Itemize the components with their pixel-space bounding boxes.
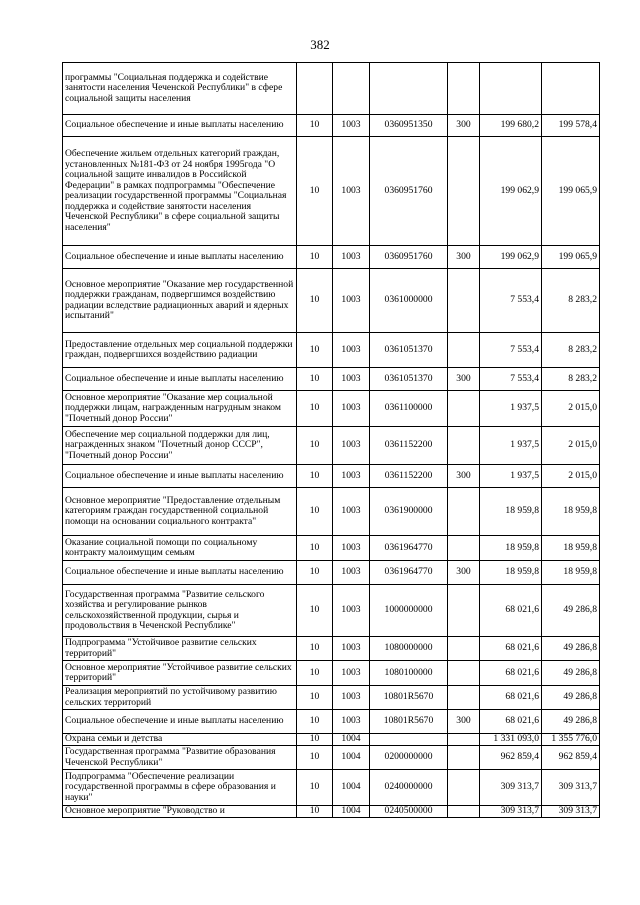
cell-amount-year-1: 962 859,4 bbox=[480, 746, 542, 770]
table-row bbox=[63, 246, 600, 269]
cell-amount-year-1: 1 331 093,0 bbox=[480, 734, 542, 746]
table-row bbox=[63, 806, 600, 818]
cell-amount-year-1: 68 021,6 bbox=[480, 686, 542, 710]
table-row bbox=[63, 465, 600, 488]
cell-amount-year-1: 7 553,4 bbox=[480, 368, 542, 391]
table-row bbox=[63, 115, 600, 137]
table-row bbox=[63, 637, 600, 661]
cell-amount-year-2: 199 065,9 bbox=[542, 137, 600, 246]
cell-section: 10 bbox=[297, 427, 333, 465]
cell-section: 10 bbox=[297, 536, 333, 561]
cell-subsection: 1003 bbox=[333, 137, 370, 246]
cell-name: Предоставление отдельных мер социальной поддержки граждан, подвергшихся воздействию радиации bbox=[63, 333, 297, 368]
cell-section bbox=[297, 63, 333, 115]
cell-section: 10 bbox=[297, 746, 333, 770]
cell-name: Оказание социальной помощи по социальному контракту малоимущим семьям bbox=[63, 536, 297, 561]
cell-target-article: 10801R5670 bbox=[370, 710, 448, 734]
cell-expense-type: 300 bbox=[448, 368, 480, 391]
cell-name: Социальное обеспечение и иные выплаты населению bbox=[63, 561, 297, 585]
cell-amount-year-1: 1 937,5 bbox=[480, 391, 542, 427]
cell-name: Охрана семьи и детства bbox=[63, 734, 297, 746]
cell-target-article bbox=[370, 63, 448, 115]
cell-subsection: 1003 bbox=[333, 536, 370, 561]
cell-subsection: 1003 bbox=[333, 333, 370, 368]
cell-expense-type bbox=[448, 585, 480, 637]
cell-amount-year-2: 2 015,0 bbox=[542, 427, 600, 465]
cell-name: Основное мероприятие "Руководство и bbox=[63, 806, 297, 818]
cell-name: Социальное обеспечение и иные выплаты населению bbox=[63, 246, 297, 269]
cell-name: Обеспечение жильем отдельных категорий граждан, установленных №181-ФЗ от 24 ноября 1995года "О социальной защите инвалидов в Российской Федерации" в рамках подпрограммы "Обеспечение реализации государственной программы "Социальная поддержка и содействие занятости населения Чеченской Республики" в сфере социальной защиты населения" bbox=[63, 137, 297, 246]
table-row bbox=[63, 488, 600, 536]
cell-expense-type bbox=[448, 746, 480, 770]
cell-amount-year-2: 2 015,0 bbox=[542, 391, 600, 427]
cell-section: 10 bbox=[297, 333, 333, 368]
table-row bbox=[63, 661, 600, 686]
cell-expense-type bbox=[448, 137, 480, 246]
cell-expense-type bbox=[448, 637, 480, 661]
cell-name: Реализация мероприятий по устойчивому развитию сельских территорий bbox=[63, 686, 297, 710]
cell-subsection: 1003 bbox=[333, 686, 370, 710]
cell-amount-year-1: 199 062,9 bbox=[480, 137, 542, 246]
cell-amount-year-1: 18 959,8 bbox=[480, 488, 542, 536]
table-row bbox=[63, 734, 600, 746]
cell-target-article: 1080100000 bbox=[370, 661, 448, 686]
cell-section: 10 bbox=[297, 710, 333, 734]
cell-expense-type bbox=[448, 488, 480, 536]
cell-target-article: 0200000000 bbox=[370, 746, 448, 770]
cell-amount-year-1: 68 021,6 bbox=[480, 585, 542, 637]
cell-expense-type bbox=[448, 63, 480, 115]
cell-section: 10 bbox=[297, 661, 333, 686]
budget-table bbox=[62, 62, 600, 818]
cell-subsection: 1004 bbox=[333, 770, 370, 806]
cell-section: 10 bbox=[297, 246, 333, 269]
cell-subsection bbox=[333, 63, 370, 115]
cell-amount-year-2: 18 959,8 bbox=[542, 488, 600, 536]
cell-target-article: 1080000000 bbox=[370, 637, 448, 661]
cell-expense-type bbox=[448, 391, 480, 427]
cell-amount-year-1: 1 937,5 bbox=[480, 427, 542, 465]
table-row bbox=[63, 561, 600, 585]
cell-expense-type bbox=[448, 770, 480, 806]
cell-amount-year-2: 309 313,7 bbox=[542, 770, 600, 806]
table-row bbox=[63, 333, 600, 368]
table-row bbox=[63, 427, 600, 465]
cell-target-article: 0360951760 bbox=[370, 246, 448, 269]
cell-subsection: 1003 bbox=[333, 561, 370, 585]
cell-amount-year-2: 2 015,0 bbox=[542, 465, 600, 488]
cell-amount-year-1: 68 021,6 bbox=[480, 661, 542, 686]
cell-expense-type bbox=[448, 427, 480, 465]
table-row bbox=[63, 269, 600, 333]
cell-amount-year-1: 68 021,6 bbox=[480, 710, 542, 734]
cell-subsection: 1003 bbox=[333, 465, 370, 488]
cell-expense-type: 300 bbox=[448, 465, 480, 488]
cell-section: 10 bbox=[297, 806, 333, 818]
cell-subsection: 1003 bbox=[333, 637, 370, 661]
cell-section: 10 bbox=[297, 585, 333, 637]
cell-expense-type bbox=[448, 686, 480, 710]
cell-name: Обеспечение мер социальной поддержки для лиц, награжденных знаком "Почетный донор СССР", "Почетный донор России" bbox=[63, 427, 297, 465]
cell-subsection: 1004 bbox=[333, 734, 370, 746]
cell-section: 10 bbox=[297, 686, 333, 710]
table-row bbox=[63, 746, 600, 770]
cell-amount-year-2: 1 355 776,0 bbox=[542, 734, 600, 746]
cell-amount-year-1: 18 959,8 bbox=[480, 536, 542, 561]
cell-section: 10 bbox=[297, 115, 333, 137]
cell-amount-year-2: 199 578,4 bbox=[542, 115, 600, 137]
cell-target-article: 0361964770 bbox=[370, 561, 448, 585]
cell-target-article: 0361964770 bbox=[370, 536, 448, 561]
cell-expense-type bbox=[448, 661, 480, 686]
cell-amount-year-1: 199 680,2 bbox=[480, 115, 542, 137]
cell-name: Социальное обеспечение и иные выплаты населению bbox=[63, 710, 297, 734]
cell-amount-year-2: 8 283,2 bbox=[542, 368, 600, 391]
cell-target-article: 0360951760 bbox=[370, 137, 448, 246]
page-number: 382 bbox=[310, 37, 330, 52]
cell-name: Подпрограмма "Устойчивое развитие сельских территорий" bbox=[63, 637, 297, 661]
cell-amount-year-2: 8 283,2 bbox=[542, 269, 600, 333]
cell-target-article: 0361100000 bbox=[370, 391, 448, 427]
cell-target-article: 0240500000 bbox=[370, 806, 448, 818]
cell-name: Государственная программа "Развитие сельского хозяйства и регулирование рынков сельскохозяйственной продукции, сырья и продовольствия в Чеченской Республике" bbox=[63, 585, 297, 637]
cell-section: 10 bbox=[297, 465, 333, 488]
cell-subsection: 1003 bbox=[333, 427, 370, 465]
cell-amount-year-2: 199 065,9 bbox=[542, 246, 600, 269]
cell-target-article: 0361051370 bbox=[370, 333, 448, 368]
cell-target-article bbox=[370, 734, 448, 746]
table-row bbox=[63, 536, 600, 561]
cell-section: 10 bbox=[297, 637, 333, 661]
cell-name: программы "Социальная поддержка и содействие занятости населения Чеченской Республики" в сфере социальной защиты населения bbox=[63, 63, 297, 115]
cell-subsection: 1004 bbox=[333, 746, 370, 770]
cell-expense-type: 300 bbox=[448, 561, 480, 585]
cell-subsection: 1004 bbox=[333, 806, 370, 818]
cell-section: 10 bbox=[297, 391, 333, 427]
cell-amount-year-1: 18 959,8 bbox=[480, 561, 542, 585]
cell-name: Основное мероприятие "Оказание мер социальной поддержки лицам, награжденным нагрудным знаком "Почетный донор России" bbox=[63, 391, 297, 427]
cell-amount-year-2 bbox=[542, 63, 600, 115]
cell-target-article: 0361000000 bbox=[370, 269, 448, 333]
table-row bbox=[63, 391, 600, 427]
cell-expense-type: 300 bbox=[448, 710, 480, 734]
cell-target-article: 0361051370 bbox=[370, 368, 448, 391]
cell-expense-type bbox=[448, 806, 480, 818]
table-body bbox=[63, 63, 600, 818]
cell-amount-year-2: 49 286,8 bbox=[542, 661, 600, 686]
cell-amount-year-1: 68 021,6 bbox=[480, 637, 542, 661]
cell-expense-type: 300 bbox=[448, 115, 480, 137]
cell-name: Государственная программа "Развитие образования Чеченской Республики" bbox=[63, 746, 297, 770]
cell-amount-year-1: 1 937,5 bbox=[480, 465, 542, 488]
cell-amount-year-2: 18 959,8 bbox=[542, 561, 600, 585]
cell-subsection: 1003 bbox=[333, 115, 370, 137]
cell-name: Основное мероприятие "Предоставление отдельным категориям граждан государственной социальной помощи на основании социального контракта" bbox=[63, 488, 297, 536]
cell-target-article: 1000000000 bbox=[370, 585, 448, 637]
cell-subsection: 1003 bbox=[333, 661, 370, 686]
table-row bbox=[63, 710, 600, 734]
cell-amount-year-2: 49 286,8 bbox=[542, 710, 600, 734]
cell-expense-type: 300 bbox=[448, 246, 480, 269]
cell-expense-type bbox=[448, 536, 480, 561]
table-row bbox=[63, 137, 600, 246]
table-row bbox=[63, 686, 600, 710]
cell-amount-year-2: 309 313,7 bbox=[542, 806, 600, 818]
cell-subsection: 1003 bbox=[333, 710, 370, 734]
cell-section: 10 bbox=[297, 770, 333, 806]
cell-section: 10 bbox=[297, 368, 333, 391]
table-row bbox=[63, 368, 600, 391]
cell-amount-year-1: 309 313,7 bbox=[480, 770, 542, 806]
cell-target-article: 0360951350 bbox=[370, 115, 448, 137]
cell-name: Социальное обеспечение и иные выплаты населению bbox=[63, 115, 297, 137]
cell-amount-year-2: 18 959,8 bbox=[542, 536, 600, 561]
cell-amount-year-1: 7 553,4 bbox=[480, 333, 542, 368]
cell-subsection: 1003 bbox=[333, 368, 370, 391]
cell-name: Социальное обеспечение и иные выплаты населению bbox=[63, 465, 297, 488]
cell-amount-year-2: 49 286,8 bbox=[542, 637, 600, 661]
cell-name: Социальное обеспечение и иные выплаты населению bbox=[63, 368, 297, 391]
cell-name: Основное мероприятие "Оказание мер государственной поддержки гражданам, подвергшимся воздействию радиации вследствие радиационных аварий и ядерных испытаний" bbox=[63, 269, 297, 333]
cell-section: 10 bbox=[297, 269, 333, 333]
cell-amount-year-2: 49 286,8 bbox=[542, 585, 600, 637]
cell-subsection: 1003 bbox=[333, 488, 370, 536]
cell-section: 10 bbox=[297, 561, 333, 585]
cell-subsection: 1003 bbox=[333, 246, 370, 269]
cell-target-article: 0361152200 bbox=[370, 465, 448, 488]
cell-name: Основное мероприятие "Устойчивое развитие сельских территорий" bbox=[63, 661, 297, 686]
cell-amount-year-1: 309 313,7 bbox=[480, 806, 542, 818]
cell-amount-year-2: 49 286,8 bbox=[542, 686, 600, 710]
cell-expense-type bbox=[448, 269, 480, 333]
cell-section: 10 bbox=[297, 488, 333, 536]
cell-target-article: 0240000000 bbox=[370, 770, 448, 806]
cell-amount-year-1 bbox=[480, 63, 542, 115]
table-row bbox=[63, 770, 600, 806]
cell-section: 10 bbox=[297, 137, 333, 246]
cell-target-article: 10801R5670 bbox=[370, 686, 448, 710]
cell-amount-year-1: 199 062,9 bbox=[480, 246, 542, 269]
cell-target-article: 0361152200 bbox=[370, 427, 448, 465]
cell-target-article: 0361900000 bbox=[370, 488, 448, 536]
cell-amount-year-2: 8 283,2 bbox=[542, 333, 600, 368]
cell-subsection: 1003 bbox=[333, 391, 370, 427]
cell-name: Подпрограмма "Обеспечение реализации государственной программы в сфере образования и науки" bbox=[63, 770, 297, 806]
table-row bbox=[63, 63, 600, 115]
cell-subsection: 1003 bbox=[333, 269, 370, 333]
cell-section: 10 bbox=[297, 734, 333, 746]
cell-amount-year-2: 962 859,4 bbox=[542, 746, 600, 770]
cell-amount-year-1: 7 553,4 bbox=[480, 269, 542, 333]
table-row bbox=[63, 585, 600, 637]
cell-expense-type bbox=[448, 734, 480, 746]
cell-subsection: 1003 bbox=[333, 585, 370, 637]
cell-expense-type bbox=[448, 333, 480, 368]
